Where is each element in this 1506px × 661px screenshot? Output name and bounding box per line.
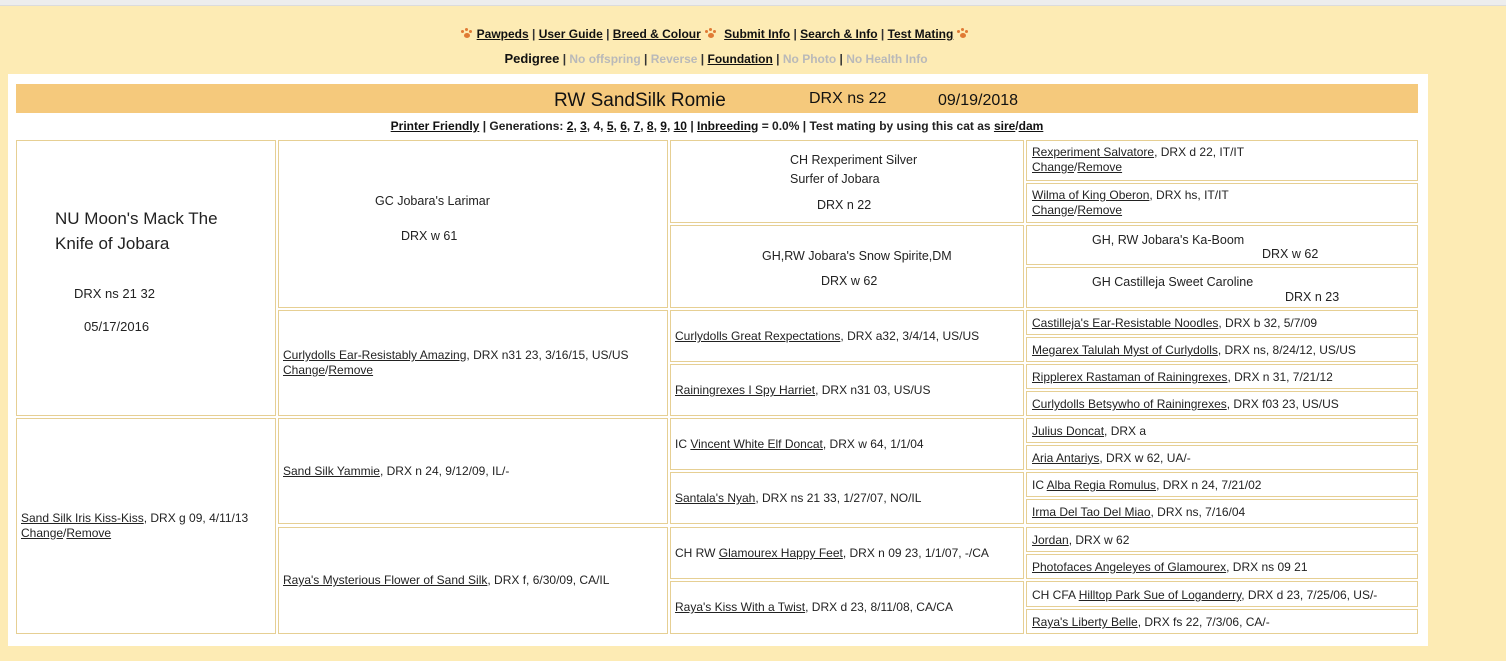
tab-reverse: Reverse: [650, 52, 698, 66]
sire-name-line1: NU Moon's Mack The: [55, 209, 218, 228]
g4-title-15: CH CFA: [1032, 588, 1079, 602]
g4-details-14: , DRX ns 09 21: [1226, 560, 1308, 574]
g4-cell-10: [1026, 445, 1418, 470]
sds-name-link[interactable]: Curlydolls Great Rexpectations: [675, 329, 841, 343]
sdd-details: , DRX n31 03, US/US: [815, 383, 931, 397]
ddd-entry: [675, 600, 953, 614]
g4-cell-13: [1026, 527, 1418, 552]
dam-dam-cell: [278, 527, 668, 634]
slash: /: [1074, 203, 1078, 217]
slash: /: [1015, 119, 1019, 133]
dam-change-link[interactable]: Change: [21, 526, 64, 540]
sire-dam-entry: [283, 348, 629, 378]
g4-cell-7: [1026, 364, 1418, 389]
ddd-cell: [670, 581, 1024, 634]
g4-details-12: , DRX ns, 7/16/04: [1150, 505, 1246, 519]
generation-4-current: 4: [593, 119, 601, 133]
g4-name-link-7[interactable]: Ripplerex Rastaman of Rainingrexes: [1032, 370, 1228, 384]
g4-entry-5: [1032, 316, 1317, 330]
test-mating-sire-link[interactable]: sire: [993, 119, 1016, 133]
dam-dam-entry: [283, 573, 609, 587]
g4-entry-14: [1032, 560, 1308, 574]
separator: |: [772, 52, 783, 66]
separator: |: [559, 52, 570, 66]
tab-foundation[interactable]: Foundation: [707, 52, 773, 66]
generation-6-link[interactable]: 6: [620, 119, 627, 133]
dam-sire-details: , DRX n 24, 9/12/09, IL/-: [379, 464, 510, 478]
g4-name-link-1[interactable]: Rexperiment Salvatore: [1032, 145, 1155, 159]
dss-entry: [675, 437, 924, 451]
g4-name-link-12[interactable]: Irma Del Tao Del Miao: [1032, 505, 1151, 519]
slash: /: [1074, 160, 1078, 174]
dam-cell: [16, 418, 276, 634]
g4-cell-14: [1026, 554, 1418, 579]
sss-cell: [670, 140, 1024, 223]
g4-details-11: , DRX n 24, 7/21/02: [1156, 478, 1262, 492]
sire-dam-change-link[interactable]: Change: [283, 363, 326, 377]
nav-submit-info[interactable]: Submit Info: [724, 27, 791, 41]
sire-dam-details: , DRX n31 23, 3/16/15, US/US: [466, 348, 629, 362]
cat-name: RW SandSilk Romie: [554, 90, 726, 111]
cat-dob: 09/19/2018: [938, 92, 1019, 109]
g4-entry-1: [1032, 145, 1244, 175]
tab-no-offspring: No offspring: [569, 52, 641, 66]
g4-entry-11: [1032, 478, 1261, 492]
test-mating-text: Test mating by using this cat as: [809, 119, 991, 133]
ssd-ems: DRX w 62: [821, 274, 878, 288]
dsd-details: , DRX ns 21 33, 1/27/07, NO/IL: [755, 491, 922, 505]
g4-details-15: , DRX d 23, 7/25/06, US/-: [1241, 588, 1378, 602]
separator: |: [836, 52, 847, 66]
sire-dob: 05/17/2016: [84, 319, 150, 334]
dam-details: , DRX g 09, 4/11/13: [143, 511, 249, 525]
generation-9-link[interactable]: 9: [660, 119, 667, 133]
generation-7-link[interactable]: 7: [633, 119, 641, 133]
main-nav: [0, 27, 1430, 41]
g4-cell-15: [1026, 581, 1418, 607]
sire-cell: [16, 140, 276, 416]
dam-sire-name-link[interactable]: Sand Silk Yammie: [283, 464, 380, 478]
g4-cell-1: [1026, 140, 1418, 181]
sdd-name-link[interactable]: Rainingrexes I Spy Harriet: [675, 383, 816, 397]
sds-cell: [670, 310, 1024, 362]
sire-dam-remove-link[interactable]: Remove: [328, 363, 374, 377]
g4-details-10: , DRX w 62, UA/-: [1099, 451, 1191, 465]
separator: |: [479, 119, 490, 133]
g4-remove-link-2[interactable]: Remove: [1077, 203, 1123, 217]
g4-details-5: , DRX b 32, 5/7/09: [1218, 316, 1318, 330]
g4-cell-3: [1026, 225, 1418, 265]
g4-name-link-16[interactable]: Raya's Liberty Belle: [1032, 615, 1138, 629]
sss-name-line1: CH Rexperiment Silver: [790, 153, 918, 167]
cat-title-bar: [16, 84, 1418, 113]
dam-dam-details: , DRX f, 6/30/09, CA/IL: [487, 573, 610, 587]
nav-test-mating[interactable]: Test Mating: [887, 27, 954, 41]
nav-breed-colour[interactable]: Breed & Colour: [612, 27, 701, 41]
sire-sire-cell: [278, 140, 668, 308]
generation-5-link[interactable]: 5: [606, 119, 614, 133]
tab-no-health-info: No Health Info: [846, 52, 928, 66]
g4-photo-ems-4: DRX n 23: [1285, 290, 1340, 304]
g4-cell-5: [1026, 310, 1418, 335]
g4-change-link-1[interactable]: Change: [1032, 160, 1075, 174]
g4-cell-2: [1026, 183, 1418, 223]
g4-cell-4: [1026, 267, 1418, 308]
g4-entry-6: [1032, 343, 1356, 357]
g4-cell-6: [1026, 337, 1418, 362]
inbreeding-link[interactable]: Inbreeding: [697, 119, 759, 133]
dss-title: IC: [675, 437, 691, 451]
dam-name-link[interactable]: Sand Silk Iris Kiss-Kiss: [21, 511, 144, 525]
g4-name-link-2[interactable]: Wilma of King Oberon: [1032, 188, 1150, 202]
separator: |: [877, 27, 888, 41]
g4-name-link-6[interactable]: Megarex Talulah Myst of Curlydolls: [1032, 343, 1218, 357]
separator: |: [528, 27, 539, 41]
g4-name-link-10[interactable]: Aria Antariys: [1032, 451, 1100, 465]
g4-entry-8: [1032, 397, 1339, 411]
g4-change-link-2[interactable]: Change: [1032, 203, 1075, 217]
dds-details: , DRX n 09 23, 1/1/07, -/CA: [842, 546, 989, 560]
ddd-name-link[interactable]: Raya's Kiss With a Twist: [675, 600, 806, 614]
g4-entry-16: [1032, 615, 1270, 629]
g4-details-13: , DRX w 62: [1068, 533, 1130, 547]
g4-title-11: IC: [1032, 478, 1047, 492]
sire-dam-cell: [278, 310, 668, 416]
g4-cell-11: [1026, 472, 1418, 497]
sire-sire-ems: DRX w 61: [401, 229, 458, 243]
separator: |: [790, 27, 801, 41]
dsd-name-link[interactable]: Santala's Nyah: [675, 491, 756, 505]
generations-label: Generations:: [489, 119, 564, 133]
sds-details: , DRX a32, 3/4/14, US/US: [840, 329, 980, 343]
g4-entry-15: [1032, 588, 1377, 602]
g4-cell-16: [1026, 609, 1418, 634]
generation-2-link[interactable]: 2: [566, 119, 574, 133]
dam-remove-link[interactable]: Remove: [66, 526, 112, 540]
slash: /: [63, 526, 67, 540]
g4-photo-name-4: GH Castilleja Sweet Caroline: [1092, 275, 1254, 289]
g4-name-link-14[interactable]: Photofaces Angeleyes of Glamourex: [1032, 560, 1227, 574]
g4-details-9: , DRX a: [1104, 424, 1147, 438]
printer-friendly-link[interactable]: Printer Friendly: [390, 119, 480, 133]
dam-sire-cell: [278, 418, 668, 524]
slash: /: [325, 363, 329, 377]
g4-name-link-9[interactable]: Julius Doncat: [1032, 424, 1105, 438]
tab-no-photo: No Photo: [782, 52, 837, 66]
options-bar: Printer Friendly | Generations: 2, 3, 4, 5, 6, 7, 8, 9, 10 | Inbreeding = 0.0% | Test mating by using this cat as sire/dam: [390, 119, 1044, 133]
generation-3-link[interactable]: 3: [580, 119, 587, 133]
sire-name-line2: Knife of Jobara: [55, 234, 170, 253]
ddd-details: , DRX d 23, 8/11/08, CA/CA: [805, 600, 953, 614]
g4-details-16: , DRX fs 22, 7/3/06, CA/-: [1137, 615, 1270, 629]
dam-dam-name-link[interactable]: Raya's Mysterious Flower of Sand Silk: [283, 573, 488, 587]
dam-entry: [21, 511, 248, 541]
paw-icon: [957, 28, 969, 39]
g4-details-6: , DRX ns, 8/24/12, US/US: [1217, 343, 1356, 357]
separator: |: [697, 52, 708, 66]
sire-sire-name: GC Jobara's Larimar: [375, 194, 490, 208]
dss-cell: [670, 418, 1024, 470]
dss-details: , DRX w 64, 1/1/04: [822, 437, 924, 451]
g4-entry-12: [1032, 505, 1245, 519]
separator: |: [602, 27, 613, 41]
cat-ems: DRX ns 22: [809, 90, 887, 107]
g4-name-link-5[interactable]: Castilleja's Ear-Resistable Noodles: [1032, 316, 1219, 330]
tab-pedigree: Pedigree: [504, 51, 560, 66]
browser-top-edge: [0, 0, 1506, 6]
g4-entry-13: [1032, 533, 1129, 547]
separator: |: [686, 119, 698, 133]
g4-details-7: , DRX n 31, 7/21/12: [1227, 370, 1333, 384]
sire-name: [55, 206, 218, 256]
dsd-cell: [670, 472, 1024, 524]
dds-cell: [670, 527, 1024, 579]
sss-name: [790, 151, 917, 189]
separator: |: [640, 52, 651, 66]
g4-entry-9: [1032, 424, 1146, 438]
dsd-entry: [675, 491, 921, 505]
g4-cell-12: [1026, 499, 1418, 524]
ssd-cell: [670, 225, 1024, 308]
sub-nav: [0, 51, 1432, 66]
generation-10-link[interactable]: 10: [673, 119, 687, 133]
dds-title: CH RW: [675, 546, 719, 560]
generation-8-link[interactable]: 8: [646, 119, 654, 133]
sss-name-line2: Surfer of Jobara: [790, 172, 880, 186]
nav-search-info[interactable]: Search & Info: [800, 27, 878, 41]
g4-details-8: , DRX f03 23, US/US: [1226, 397, 1339, 411]
sds-entry: [675, 329, 979, 343]
g4-entry-2: [1032, 188, 1229, 218]
g4-remove-link-1[interactable]: Remove: [1077, 160, 1123, 174]
nav-user-guide[interactable]: User Guide: [538, 27, 603, 41]
sire-ems: DRX ns 21 32: [74, 286, 155, 301]
paw-icon: [461, 28, 473, 39]
sire-dam-name-link[interactable]: Curlydolls Ear-Resistably Amazing: [283, 348, 467, 362]
sss-ems: DRX n 22: [817, 198, 872, 212]
dds-entry: [675, 546, 989, 560]
dds-name-link[interactable]: Glamourex Happy Feet: [718, 546, 843, 560]
g4-entry-7: [1032, 370, 1333, 384]
test-mating-dam-link[interactable]: dam: [1018, 119, 1044, 133]
paw-icon: [705, 28, 717, 39]
g4-photo-ems-3: DRX w 62: [1262, 247, 1319, 261]
g4-cell-8: [1026, 391, 1418, 416]
g4-name-link-11[interactable]: Alba Regia Romulus: [1046, 478, 1157, 492]
g4-entry-10: [1032, 451, 1191, 465]
nav-pawpeds[interactable]: Pawpeds: [476, 27, 529, 41]
separator: |: [799, 119, 810, 133]
dss-name-link[interactable]: Vincent White Elf Doncat: [690, 437, 823, 451]
ssd-name: GH,RW Jobara's Snow Spirite,DM: [762, 249, 952, 263]
g4-details-2: , DRX hs, IT/IT: [1149, 188, 1229, 202]
g4-name-link-13[interactable]: Jordan: [1032, 533, 1069, 547]
g4-cell-9: [1026, 418, 1418, 443]
inbreeding-value: = 0.0%: [761, 119, 800, 133]
g4-photo-name-3: GH, RW Jobara's Ka-Boom: [1092, 233, 1245, 247]
g4-details-1: , DRX d 22, IT/IT: [1154, 145, 1245, 159]
dam-sire-entry: [283, 464, 509, 478]
g4-name-link-8[interactable]: Curlydolls Betsywho of Rainingrexes: [1032, 397, 1227, 411]
sdd-entry: [675, 383, 930, 397]
g4-name-link-15[interactable]: Hilltop Park Sue of Loganderry: [1078, 588, 1242, 602]
sdd-cell: [670, 364, 1024, 416]
